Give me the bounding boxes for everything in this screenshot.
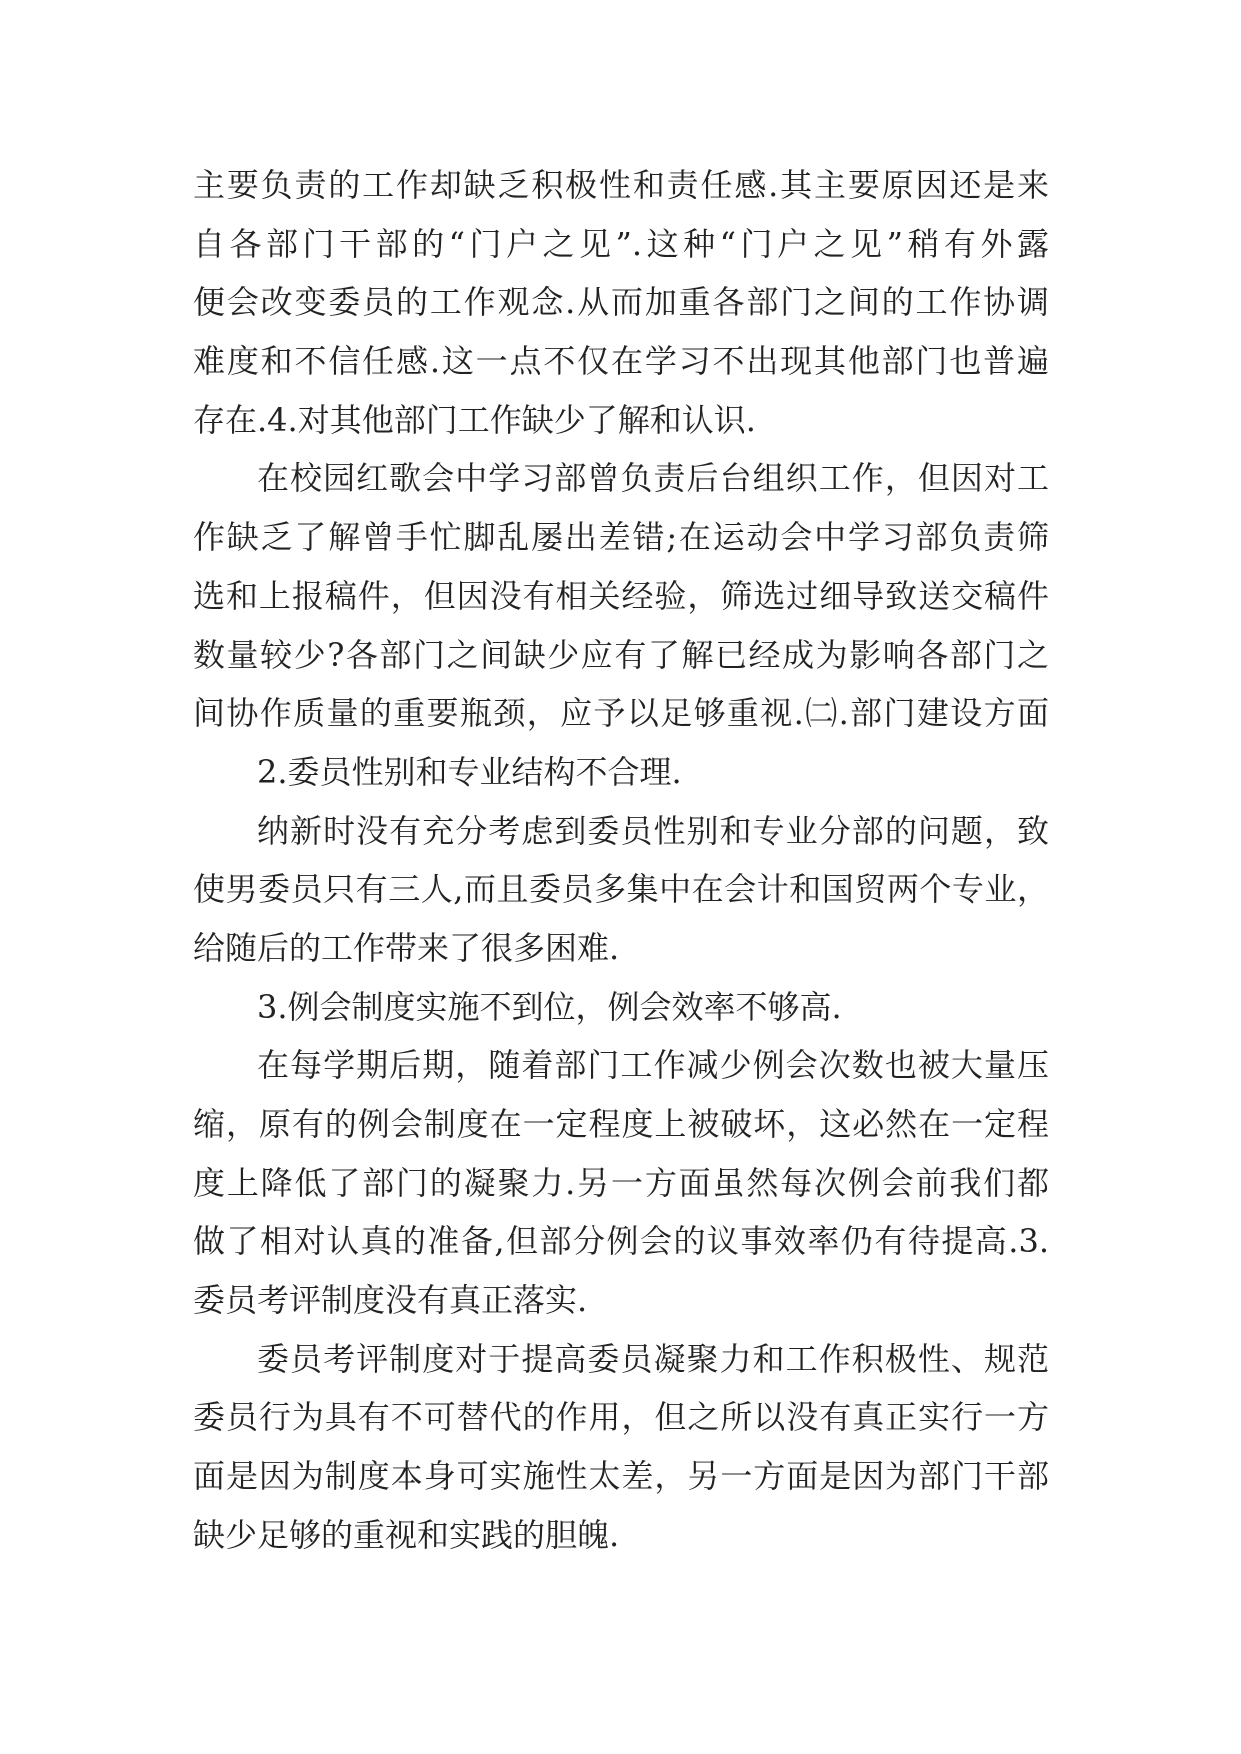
text-line: 作缺乏了解曾手忙脚乱屡出差错;在运动会中学习部负责筛 [193, 518, 1049, 557]
text-line: 自各部门干部的“门户之见”.这种“门户之见”稍有外露 [193, 224, 1049, 263]
text-line: 便会改变委员的工作观念.从而加重各部门之间的工作协调 [193, 283, 1049, 322]
text-line: 委员行为具有不可替代的作用，但之所以没有真正实行一方 [193, 1398, 1049, 1437]
text-line: 做了相对认真的准备,但部分例会的议事效率仍有待提高.3. [193, 1222, 1049, 1261]
text-line: 间协作质量的重要瓶颈，应予以足够重视.㈡.部门建设方面 [193, 694, 1049, 733]
text-line: 在校园红歌会中学习部曾负责后台组织工作，但因对工 [257, 459, 1049, 498]
text-line: 使男委员只有三人,而且委员多集中在会计和国贸两个专业， [193, 870, 1049, 909]
text-line: 给随后的工作带来了很多困难. [193, 928, 620, 967]
text-line: 委员考评制度对于提高委员凝聚力和工作积极性、规范 [257, 1339, 1049, 1378]
document-body [193, 156, 1049, 1565]
text-line: 3.例会制度实施不到位，例会效率不够高. [257, 987, 842, 1026]
text-line: 缩，原有的例会制度在一定程度上被破坏，这必然在一定程 [193, 1105, 1049, 1143]
text-line: 主要负责的工作却缺乏积极性和责任感.其主要原因还是来 [193, 166, 1049, 204]
text-line: 选和上报稿件，但因没有相关经验，筛选过细导致送交稿件 [193, 576, 1049, 615]
text-line: 面是因为制度本身可实施性太差，另一方面是因为部门干部 [193, 1457, 1049, 1496]
text-line: 缺少足够的重视和实践的胆魄. [193, 1515, 620, 1554]
text-line: 委员考评制度没有真正落实. [193, 1281, 588, 1320]
text-line: 存在.4.对其他部门工作缺少了解和认识. [193, 400, 756, 439]
text-line: 纳新时没有充分考虑到委员性别和专业分部的问题，致 [257, 811, 1049, 850]
text-line: 度上降低了部门的凝聚力.另一方面虽然每次例会前我们都 [193, 1163, 1049, 1202]
text-line: 在每学期后期，随着部门工作减少例会次数也被大量压 [257, 1046, 1049, 1085]
text-line: 难度和不信任感.这一点不仅在学习不出现其他部门也普遍 [193, 342, 1049, 381]
text-line: 数量较少?各部门之间缺少应有了解已经成为影响各部门之 [193, 635, 1049, 674]
text-line: 2.委员性别和专业结构不合理. [257, 752, 682, 791]
